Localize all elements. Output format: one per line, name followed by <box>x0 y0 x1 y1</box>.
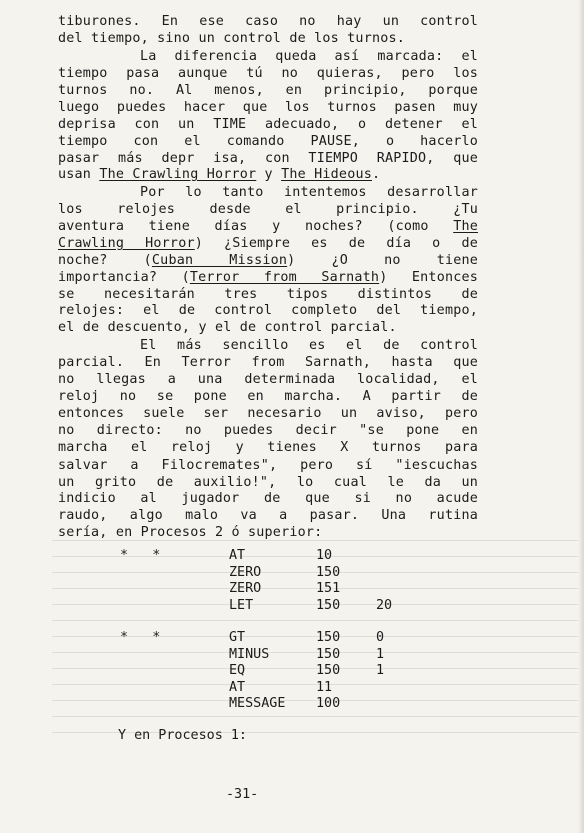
text-segment: pasar más depr isa, con TIEMPO RAPIDO, que <box>58 151 478 166</box>
text-line <box>58 287 478 303</box>
text-segment: relojes: el de control completo del tiempo, <box>58 303 478 318</box>
code-command: EQ <box>229 663 246 678</box>
text-segment: un grito de auxilio!", lo cual le da un <box>58 475 478 490</box>
text-line <box>58 66 478 82</box>
code-command: MINUS <box>229 646 270 662</box>
text-line <box>58 202 478 218</box>
text-segment: no directo: no puedes decir "se pone en <box>58 423 478 438</box>
text-segment: y <box>256 167 282 182</box>
code-command: AT <box>229 679 246 695</box>
text-segment: usan <box>58 167 100 182</box>
text-segment: ) ¿Siempre es de día o de <box>194 236 478 251</box>
text-segment: noche? ( <box>58 253 152 268</box>
title-reference: Terror from Sarnath <box>189 270 380 285</box>
code-command: ZERO <box>229 564 262 580</box>
text-line <box>58 423 478 439</box>
text-segment: La diferencia queda así marcada: el <box>140 49 478 64</box>
text-line <box>58 389 478 405</box>
text-segment: El más sencillo es el de control <box>140 338 478 353</box>
text-line <box>58 406 478 422</box>
title-reference: Cuban Mission <box>151 253 288 268</box>
text-segment: ) ¿O no tiene <box>287 253 479 268</box>
text-segment: reloj no se pone en marcha. A partir de <box>58 389 478 404</box>
code-command: GT <box>229 630 246 645</box>
text-segment: no llegas a una determinada localidad, el <box>58 372 478 387</box>
text-line <box>58 458 478 474</box>
text-segment: salvar a Filocremates", pero sí "iescuchas <box>58 458 478 473</box>
text-segment: tiempo pasa aunque tú no quieras, pero los <box>58 66 478 81</box>
page-number: -31- <box>226 787 259 802</box>
text-segment: los relojes desde el principio. ¿Tu <box>58 202 478 217</box>
text-segment: aventura tiene días y noches? (como <box>58 219 454 234</box>
text-line <box>58 303 478 319</box>
text-line <box>58 236 478 252</box>
text-line <box>58 372 478 388</box>
code-argument: 1 <box>376 663 385 678</box>
text-segment: ) Entonces <box>379 270 479 285</box>
text-line <box>58 31 478 47</box>
text-line <box>58 475 478 491</box>
text-line <box>58 151 478 167</box>
title-reference: The Hideous <box>281 167 372 182</box>
text-segment: luego puedes hacer que los turnos pasen muy <box>58 100 478 115</box>
text-segment: raudo, algo malo va a pasar. Una rutina <box>58 508 478 523</box>
text-line <box>58 320 478 336</box>
text-segment: tiburones. En ese caso no hay un control <box>58 14 478 29</box>
text-segment: el de descuento, y el de control parcial. <box>58 320 397 335</box>
text-line <box>58 117 478 133</box>
text-line <box>58 508 478 524</box>
text-line <box>58 440 478 456</box>
code-argument: 0 <box>376 630 385 645</box>
text-segment: . <box>371 167 381 182</box>
text-line <box>58 355 478 371</box>
text-segment: entonces suele ser necesario un aviso, pero <box>58 406 478 421</box>
code-argument: 20 <box>376 597 393 613</box>
code-argument: 10 <box>316 548 333 563</box>
text-line <box>58 14 478 30</box>
text-line <box>58 253 478 269</box>
title-reference: The Crawling Horror <box>99 167 257 182</box>
title-reference: The <box>453 219 478 234</box>
text-segment: turnos no. Al menos, en principio, porque <box>58 83 478 98</box>
closing-line: Y en Procesos 1: <box>118 728 247 743</box>
code-argument: 150 <box>316 630 341 645</box>
text-line <box>58 134 478 150</box>
text-line <box>58 525 478 541</box>
code-command: LET <box>229 597 254 613</box>
text-segment: importancia? ( <box>58 270 190 285</box>
text-segment: Por lo tanto intentemos desarrollar <box>140 185 478 200</box>
code-argument: 1 <box>376 646 385 662</box>
text-segment: indicio al jugador de que si no acude <box>58 491 478 506</box>
text-line <box>58 100 478 116</box>
code-argument: 11 <box>316 679 333 695</box>
text-line <box>140 338 478 354</box>
text-segment: tiempo con el comando PAUSE, o hacerlo <box>58 134 478 149</box>
text-line <box>58 83 478 99</box>
code-argument: 150 <box>316 646 341 662</box>
code-marker: * * <box>120 548 161 563</box>
code-command: AT <box>229 548 246 563</box>
code-argument: 151 <box>316 581 341 596</box>
text-segment: deprisa con un TIME adecuado, o detener el <box>58 117 478 132</box>
text-line <box>58 270 478 286</box>
text-line <box>140 49 478 65</box>
text-segment: se necesitarán tres tipos distintos de <box>58 287 478 302</box>
page-edge <box>578 0 584 833</box>
title-reference: Crawling Horror <box>58 236 195 251</box>
code-argument: 150 <box>316 663 341 678</box>
text-line <box>58 219 478 235</box>
text-segment: parcial. En Terror from Sarnath, hasta que <box>58 355 478 370</box>
code-command: MESSAGE <box>229 696 286 711</box>
text-segment: marcha el reloj y tienes X turnos para <box>58 440 478 455</box>
text-segment: del tiempo, sino un control de los turnos. <box>58 31 405 46</box>
code-argument: 100 <box>316 696 341 711</box>
text-line <box>140 185 478 201</box>
text-line <box>58 167 478 183</box>
code-argument: 150 <box>316 564 341 580</box>
code-argument: 150 <box>316 597 341 613</box>
text-segment: sería, en Procesos 2 ó superior: <box>58 525 323 540</box>
text-line <box>58 491 478 507</box>
code-marker: * * <box>120 630 161 645</box>
code-command: ZERO <box>229 581 262 596</box>
